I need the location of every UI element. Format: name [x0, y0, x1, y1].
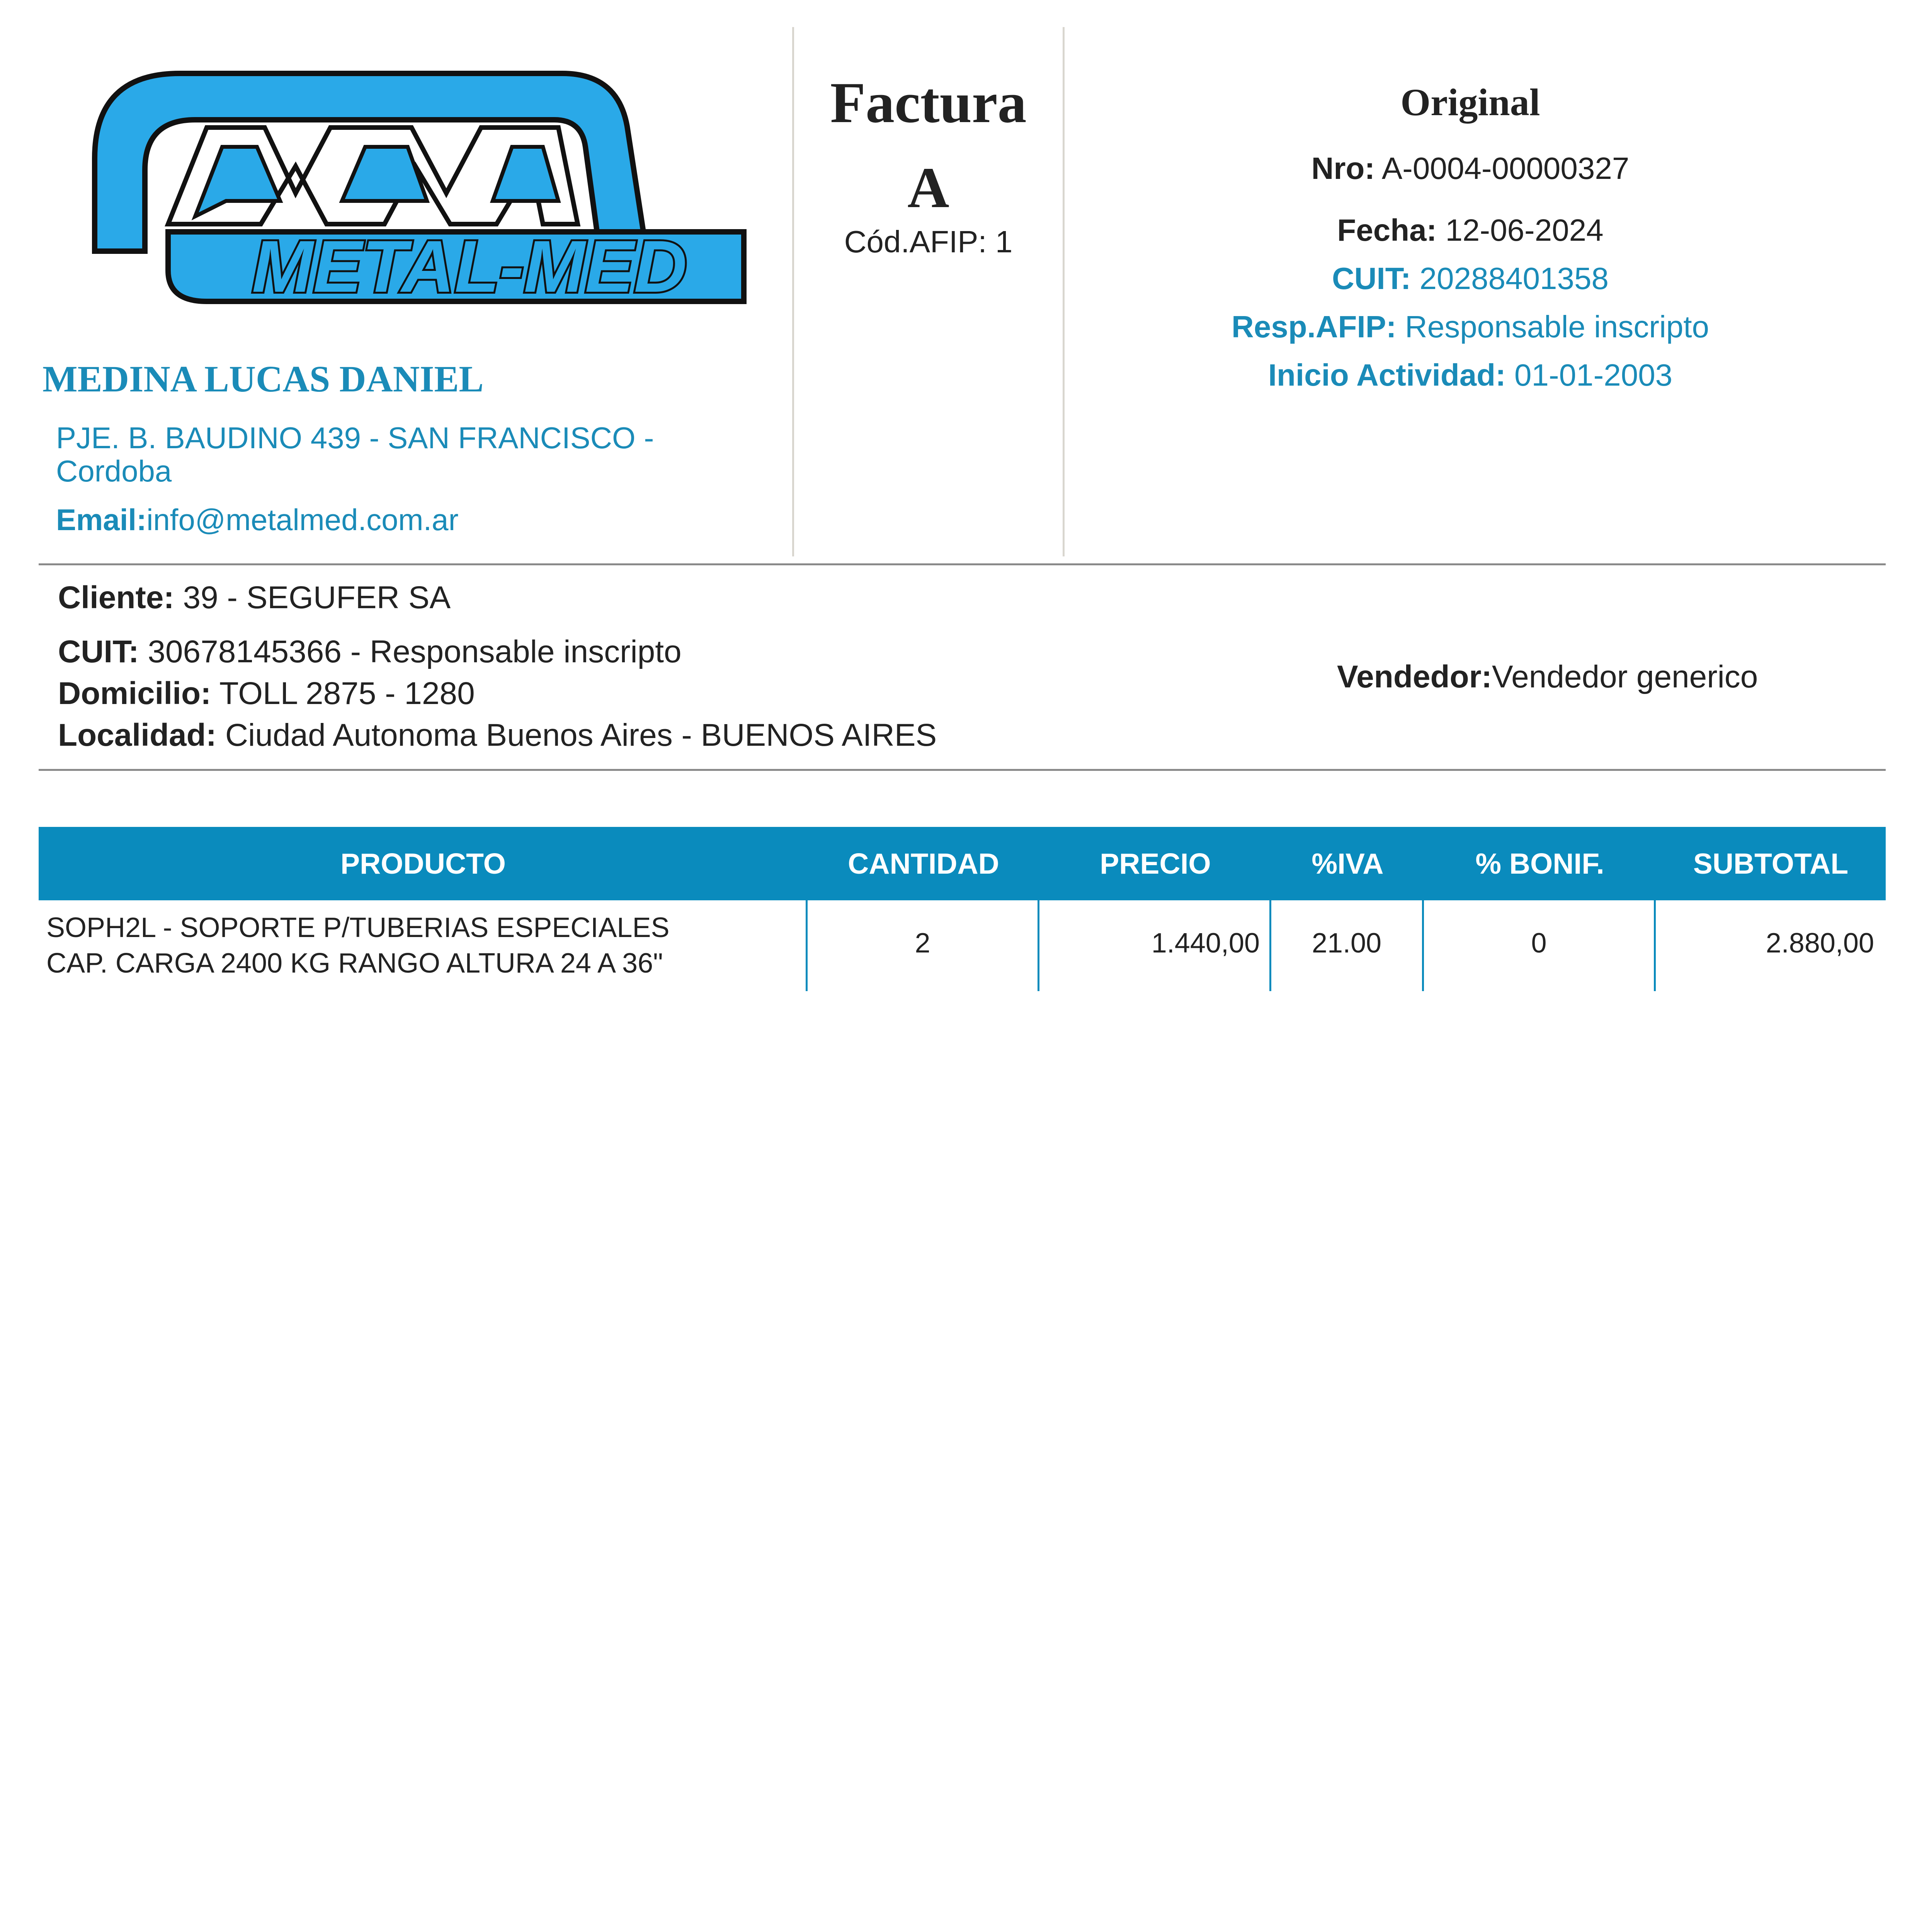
cell-producto — [46, 910, 800, 981]
logo-wordmark: METAL-MED — [252, 226, 687, 305]
col-header-subtotal: SUBTOTAL — [1693, 847, 1849, 880]
producto-line: SOPH2L - SOPORTE P/TUBERIAS ESPECIALES — [46, 912, 670, 943]
producto-line: CAP. CARGA 2400 KG RANGO ALTURA 24 A 36" — [46, 948, 663, 979]
issuer-start-label: Inicio Actividad: — [1268, 358, 1506, 392]
invoice-number: A-0004-00000327 — [1381, 151, 1630, 185]
document-letter: A — [907, 156, 949, 220]
client-address: TOLL 2875 - 1280 — [219, 676, 475, 711]
col-header-bonif: % BONIF. — [1475, 847, 1604, 880]
cell-precio: 1.440,00 — [1151, 928, 1260, 959]
seller-label: Vendedor: — [1337, 659, 1492, 694]
invoice-number-line — [1065, 151, 1876, 213]
issuer-cuit-line — [1065, 261, 1876, 309]
col-header-iva: %IVA — [1311, 847, 1384, 880]
client-address-label: Domicilio: — [58, 676, 211, 711]
issuer-start-date: 01-01-2003 — [1514, 358, 1673, 392]
client-locality-line — [58, 717, 937, 753]
issuer-address: PJE. B. BAUDINO 439 - SAN FRANCISCO - Cordoba — [56, 421, 654, 488]
client-locality: Ciudad Autonoma Buenos Aires - BUENOS AIRES — [225, 718, 937, 753]
issuer-resp-line — [1065, 309, 1876, 357]
issuer-name: MEDINA LUCAS DANIEL — [43, 358, 484, 400]
client-separator — [39, 769, 1886, 771]
afip-code: Cód.AFIP: 1 — [844, 224, 1013, 259]
invoice-date-line — [1065, 213, 1876, 261]
cell-bonif: 0 — [1531, 928, 1547, 959]
header-separator — [39, 563, 1886, 565]
col-header-cantidad: CANTIDAD — [848, 847, 999, 880]
issuer-cuit: 20288401358 — [1419, 261, 1609, 296]
cell-cantidad: 2 — [915, 928, 930, 959]
issuer-email[interactable]: info@metalmed.com.ar — [146, 503, 459, 537]
invoice-meta — [1065, 77, 1876, 406]
invoice-number-label: Nro: — [1311, 151, 1375, 185]
client-cuit-label: CUIT: — [58, 634, 139, 669]
issuer-email-line — [56, 502, 459, 537]
client-cuit: 30678145366 - Responsable inscripto — [148, 634, 682, 669]
document-type: Factura — [830, 71, 1027, 135]
client-name-line — [58, 580, 451, 616]
client-name: 39 - SEGUFER SA — [183, 580, 451, 615]
issuer-cuit-label: CUIT: — [1332, 261, 1411, 296]
client-name-label: Cliente: — [58, 580, 174, 615]
seller-name: Vendedor generico — [1492, 659, 1758, 694]
client-address-line — [58, 675, 475, 712]
items-table-header — [39, 827, 1886, 900]
client-cuit-line — [58, 634, 682, 670]
issuer-resp: Responsable inscripto — [1405, 310, 1709, 344]
company-logo — [79, 70, 755, 305]
issuer-resp-label: Resp.AFIP: — [1231, 310, 1397, 344]
issuer-start-line — [1065, 357, 1876, 406]
issuer-email-label: Email: — [56, 503, 147, 537]
metal-med-logo-graphic — [79, 70, 755, 305]
cell-iva: 21.00 — [1311, 928, 1382, 959]
invoice-date: 12-06-2024 — [1445, 213, 1604, 247]
col-header-producto: PRODUCTO — [340, 847, 506, 880]
client-locality-label: Localidad: — [58, 718, 217, 753]
col-header-precio: PRECIO — [1100, 847, 1211, 880]
copy-type: Original — [1400, 81, 1540, 124]
cell-subtotal: 2.880,00 — [1766, 928, 1874, 959]
seller-line — [1337, 659, 1758, 695]
invoice-date-label: Fecha: — [1337, 213, 1437, 247]
